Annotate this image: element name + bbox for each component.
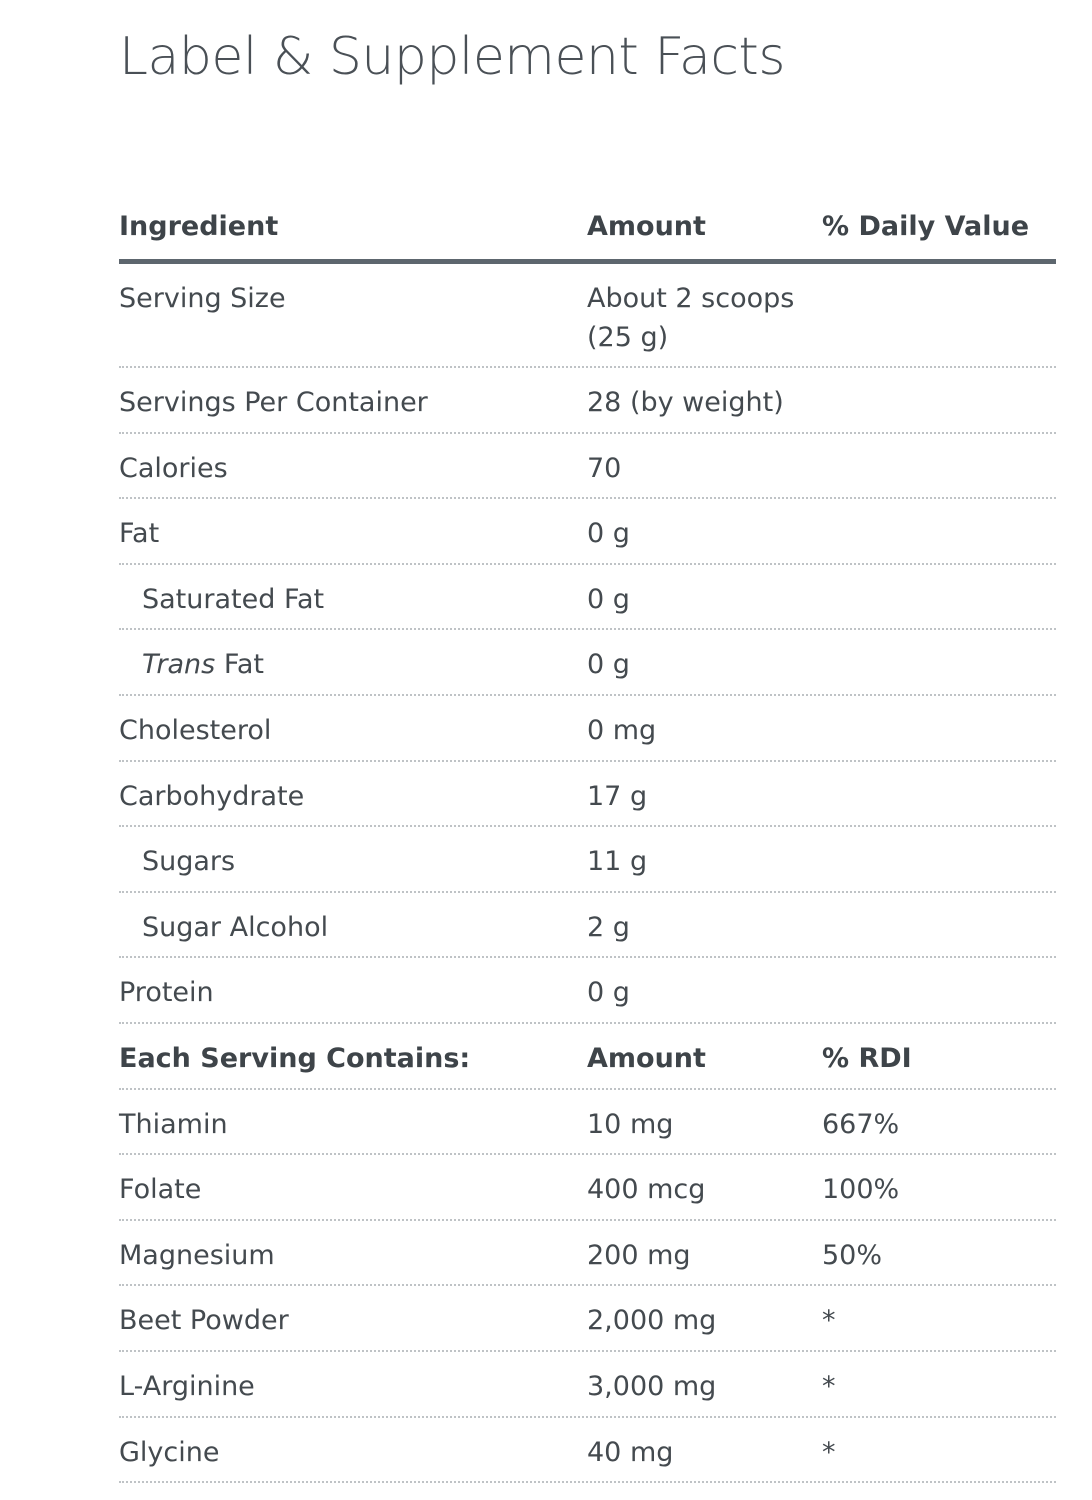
table-row [119,499,1056,565]
table-row [119,1352,1056,1418]
table-row [119,1090,1056,1156]
row-label: Fat [119,518,160,550]
row-amount: 200 mg [587,1239,691,1271]
row-label: L-Arginine [119,1370,255,1402]
row-label: Thiamin [119,1108,228,1140]
row-label: Magnesium [119,1239,275,1271]
row-label: Servings Per Container [119,387,428,418]
row-rdi: * [822,1305,836,1337]
table-row-serving-size [119,264,1056,368]
table-row [119,434,1056,500]
row-label [142,645,264,684]
table-row [119,1155,1056,1221]
table-row [119,893,1056,959]
header-amount: Amount [587,211,706,242]
row-amount: 70 [587,452,622,484]
row-amount: 40 mg [587,1436,674,1468]
row-rdi: * [822,1436,836,1468]
row-amount: 2 g [587,911,630,943]
table-row [119,630,1056,696]
row-amount: 17 g [587,780,648,812]
row-amount: 10 mg [587,1108,674,1140]
table-row [119,1418,1056,1484]
table-row [119,827,1056,893]
section-header-row [119,1024,1056,1090]
section-header-amount: Amount [587,1042,706,1074]
row-label: Glycine [119,1436,220,1468]
row-amount: 400 mcg [587,1174,706,1206]
header-ingredient: Ingredient [119,211,279,242]
section-header-ingredient: Each Serving Contains: [119,1042,471,1074]
table-row [119,1221,1056,1287]
row-label: Folate [119,1174,202,1206]
table-row [119,696,1056,762]
row-label: Calories [119,452,228,484]
table-row [119,1286,1056,1352]
row-amount: 2,000 mg [587,1305,717,1337]
row-rdi: * [822,1370,836,1402]
header-daily-value: % Daily Value [822,211,1030,242]
row-amount: 0 g [587,649,630,681]
row-label: Cholesterol [119,714,272,746]
row-label: Serving Size [119,283,286,314]
table-row [119,368,1056,434]
row-amount: About 2 scoops (25 g) [587,283,795,353]
row-rdi: 50% [822,1239,883,1271]
row-amount: 11 g [587,846,648,878]
row-label: Beet Powder [119,1305,289,1337]
row-label: Sugars [142,846,236,878]
table-header [119,196,1056,264]
row-amount: 0 g [587,583,630,615]
table-row [119,958,1056,1024]
row-label: Protein [119,977,214,1009]
row-amount: 3,000 mg [587,1370,717,1402]
table-row [119,762,1056,828]
row-label: Sugar Alcohol [142,911,329,943]
row-amount: 28 (by weight) [587,387,784,418]
supplement-facts-table [119,196,1056,1483]
section-header-rdi: % RDI [822,1042,912,1074]
row-label: Carbohydrate [119,780,305,812]
row-label-italic: Trans [142,649,216,681]
table-row [119,565,1056,631]
row-label-rest: Fat [223,649,265,681]
page-title: Label & Supplement Facts [119,27,785,87]
row-amount: 0 mg [587,714,657,746]
row-amount: 0 g [587,977,630,1009]
row-rdi: 100% [822,1174,900,1206]
row-rdi: 667% [822,1108,900,1140]
row-amount: 0 g [587,518,630,550]
row-label: Saturated Fat [142,583,325,615]
